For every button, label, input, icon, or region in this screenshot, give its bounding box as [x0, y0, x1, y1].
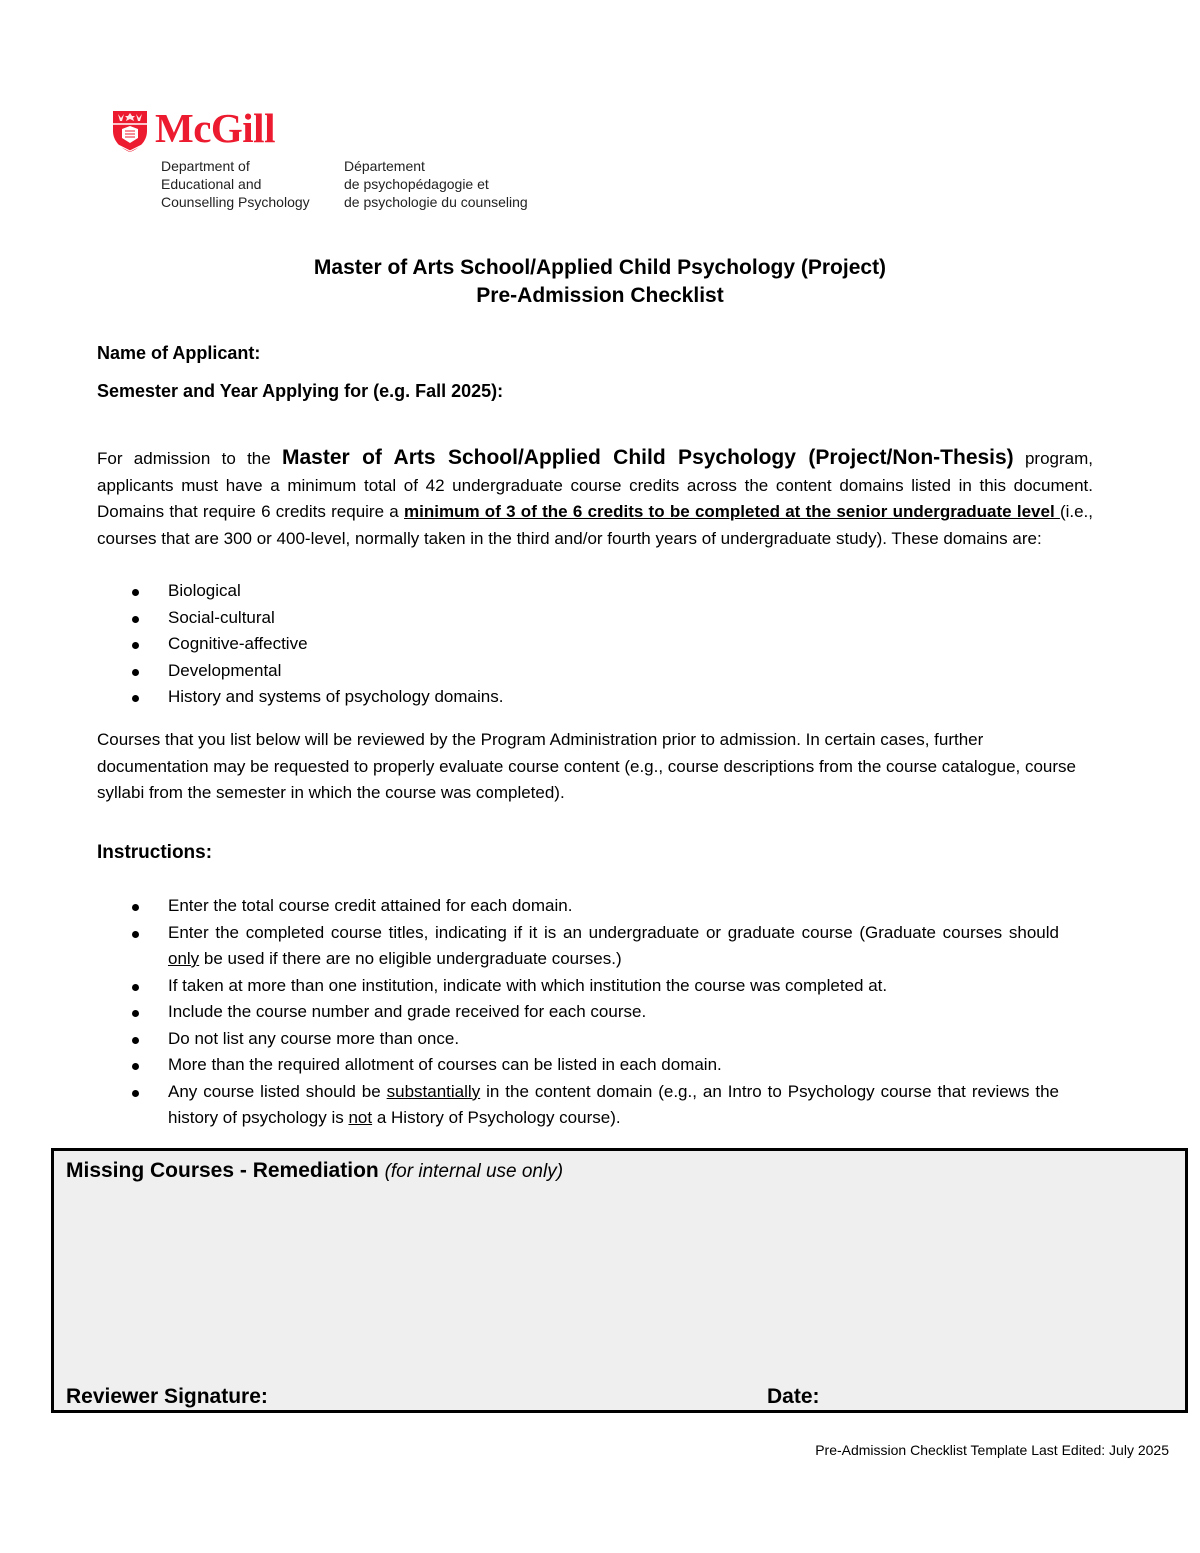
instruction-text: Any course listed should be [168, 1081, 387, 1101]
instruction-text: be used if there are no eligible undergraduate courses.) [199, 949, 622, 968]
department-fr-line: de psychologie du counseling [344, 194, 528, 210]
remediation-title [66, 1157, 563, 1186]
department-fr-line: Département [344, 158, 425, 174]
intro-text: (i.e., courses that are 300 or 400-level, normally taken in the third and/or fourth years of undergraduate study). These domains are: [97, 502, 1093, 549]
instruction-item [97, 920, 1059, 973]
instruction-text: Enter the completed course titles, indicating if it is an undergraduate or graduate course (Graduate courses should [168, 922, 1059, 942]
instruction-item: If taken at more than one institution, indicate with which institution the course was completed at. [97, 973, 1059, 1000]
mcgill-wordmark: McGill [155, 105, 275, 151]
domain-item: Social-cultural [97, 605, 1093, 632]
internal-use-note: (for internal use only) [384, 1161, 564, 1182]
mcgill-shield-logo [111, 109, 149, 153]
document-title: Master of Arts School/Applied Child Psychology (Project) [313, 256, 887, 279]
department-name-english [161, 157, 310, 211]
instruction-emphasis: substantially [386, 1081, 481, 1101]
intro-text: program, applicants must have a minimum total of 42 undergraduate course credits across the content domains listed in this document. Domains that require 6 credits require a [97, 449, 1093, 522]
instruction-item: Include the course number and grade received for each course. [97, 999, 1059, 1026]
remediation-heading: Missing Courses - Remediation [66, 1159, 379, 1182]
department-name-french [344, 157, 528, 211]
instruction-emphasis: not [348, 1108, 373, 1127]
footer-note: Pre-Admission Checklist Template Last Edited: July 2025 [815, 1442, 1169, 1458]
instruction-emphasis: only [168, 949, 200, 968]
applicant-name-label: Name of Applicant: [97, 343, 261, 363]
reviewer-signature-label: Reviewer Signature: [66, 1385, 268, 1408]
instructions-heading: Instructions: [97, 842, 213, 863]
date-label: Date: [767, 1385, 820, 1408]
senior-level-requirement: minimum of 3 of the 6 credits to be completed at the senior undergraduate level [404, 502, 1060, 522]
instruction-text: in the content domain (e.g., an Intro to Psychology course that reviews the history of psychology is [168, 1081, 1060, 1127]
content-domains-list [97, 578, 1093, 711]
program-name: Master of Arts School/Applied Child Psychology (Project/Non-Thesis) [282, 446, 1014, 469]
department-fr-line: de psychopédagogie et [344, 176, 489, 192]
course-review-paragraph: Courses that you list below will be reviewed by the Program Administration prior to admission. In certain cases, further documentation may be requested to properly evaluate course content (e.g., course descriptions from the course catalogue, course syllabi from the semester in which the course was completed). [97, 730, 1076, 803]
remediation-box [51, 1148, 1188, 1413]
instruction-item: Enter the total course credit attained for each domain. [97, 893, 1059, 920]
department-en-line: Department of [161, 158, 250, 174]
document-subtitle: Pre-Admission Checklist [476, 284, 724, 307]
instruction-item [97, 1079, 1059, 1132]
semester-year-label: Semester and Year Applying for (e.g. Fall 2025): [97, 381, 504, 401]
instruction-item: More than the required allotment of courses can be listed in each domain. [97, 1052, 1059, 1079]
intro-text: For admission to the [97, 449, 282, 468]
domain-item: Cognitive-affective [97, 631, 1093, 658]
domain-item: Biological [97, 578, 1093, 605]
department-en-line: Educational and [161, 176, 262, 192]
admission-requirements-paragraph [97, 445, 1093, 553]
instruction-item: Do not list any course more than once. [97, 1026, 1059, 1053]
instructions-list [97, 893, 1059, 1132]
domain-item: History and systems of psychology domains. [97, 684, 1093, 711]
department-en-line: Counselling Psychology [161, 194, 310, 210]
domain-item: Developmental [97, 658, 1093, 685]
instruction-text: a History of Psychology course). [372, 1108, 621, 1127]
